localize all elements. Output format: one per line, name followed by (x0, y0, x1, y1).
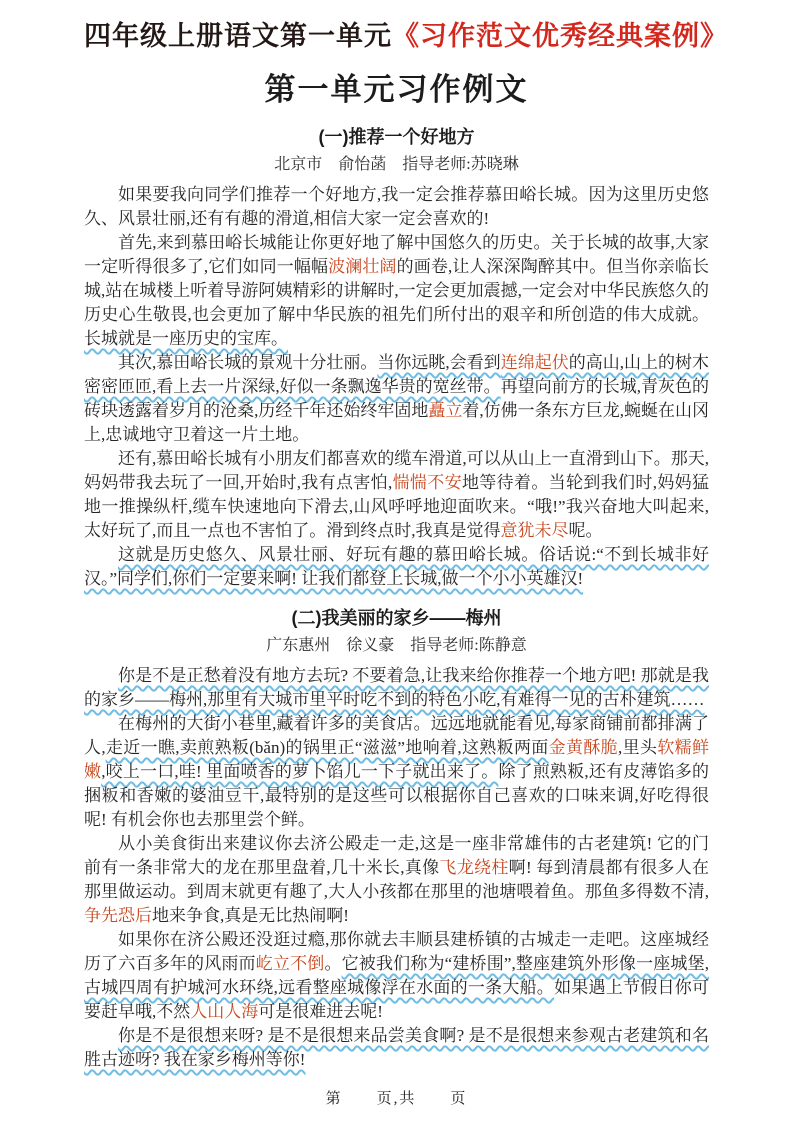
text-run: 在梅州的大街小巷里,藏着许多的美食店。远远地就能看见,每家商铺前都排满了人, (84, 714, 709, 757)
essay-paragraph (84, 447, 709, 543)
essay-paragraph (84, 832, 709, 928)
text-run: 软糯鲜嫩 (84, 738, 709, 781)
main-heading: 第一单元习作例文 (264, 72, 529, 107)
essay-title: (二)我美丽的家乡——梅州 (291, 608, 502, 628)
essay-byline: 北京市 俞怡菡 指导老师:苏晓琳 (274, 156, 519, 173)
text-run: 如果遇上节假日你可要赶早哦,不然 (84, 978, 710, 1021)
doc-title-black: 四年级上册语文第一单元 (84, 21, 392, 51)
text-run: 地来争食,真是无比热闹啊! (152, 906, 349, 925)
text-run: ,里头 (618, 738, 658, 757)
text-run: 这就是历史悠久、风景壮丽、好玩有趣的慕田峪长城。俗话说:“不到长城非好汉。”同学们,你们一定要来啊! 让我们都登上长城,做一个小小英雄汉! (84, 545, 709, 588)
text-run: 还有,慕田峪长城有小朋友们都喜欢的缆车滑道,可以从山上一直滑到山下。那天,妈妈带我去玩了一回,开始时,我有点害怕, (84, 449, 709, 492)
text-run: 着,仿佛一条东方巨龙,蜿蜒在山冈上,忠诚地守卫着这一片土地。 (84, 401, 710, 444)
essay-paragraph (84, 712, 709, 832)
text-run: 飞龙绕柱 (439, 858, 509, 877)
text-run: 的高山,山上的树木密密匝匝,看上去一片深绿,好似一条飘逸华贵的宽丝带。 (84, 353, 710, 396)
text-run: 的画卷,让人深深陶醉其中。但当你亲临长城,站在城楼上听着导游阿姨精彩的讲解时,一定会更加震撼,一定会对中华民族悠久的历史心生敬畏,也会更加了解中华民族的祖先们所付出的艰辛和所创造的伟大成就。 (84, 257, 710, 324)
essay-paragraph (84, 231, 709, 351)
text-run: 连绵起伏 (500, 353, 569, 372)
text-run: 地等待着。当轮到我们时,妈妈猛地一推操纵杆,缆车快速地向下滑去,山风呼呼地迎面吹来。“哦!”我兴奋地大叫起来,太好玩了,而且一点也不害怕了。滑到终点时,我真是觉得 (84, 473, 710, 540)
text-run: 其次,慕田峪长城的景观十分壮丽。 (118, 353, 378, 372)
text-run: 意犹未尽 (500, 521, 569, 540)
text-run: 争先恐后 (84, 906, 152, 925)
text-run: 如果你在济公殿还没逛过瘾,那你就去丰顺县建桥镇的古城走一走吧。这座城经历了六百多年的风雨而 (84, 930, 709, 973)
text-run: 长城就是一座历史的宝库。 (84, 329, 288, 348)
text-run: 啊! 每到清晨都有很多人在那里做运动。到周末就更有趣了,大人小孩都在那里的池塘喂着鱼。那鱼多得数不清, (84, 858, 710, 901)
essay-body (84, 664, 709, 1072)
essay-paragraph (84, 351, 709, 447)
essay-paragraph (84, 1024, 709, 1072)
text-run: 。 (324, 954, 342, 973)
text-run: 你是不是正愁着没有地方去玩? 不要着急,让我来给你推荐一个地方吧! 那就是我的家乡——梅州,那里有大城市里平时吃不到的特色小吃,有难得一见的古朴建筑…… (84, 666, 709, 709)
doc-title-red: 《习作范文优秀经典案例》 (392, 21, 728, 51)
text-run: 从小美食街出来建议你去济公殿走一走,这是一座非常雄伟的古老建筑! 它的门前有一条非常大的龙在那里盘着,几十米长,真像 (84, 834, 709, 877)
text-run: 惴惴不安 (392, 473, 462, 492)
text-run: 再望向前方的长城,青灰色的砖块透露着岁月的沧桑,历经千年还始终牢固地 (84, 377, 710, 420)
essays-container (84, 126, 709, 1072)
essay-section (84, 607, 709, 1072)
text-run: 你是不是很想来呀? 是不是很想来品尝美食啊? 是不是很想来参观古老建筑和名胜古迹呀? 我在家乡梅州等你! (84, 1026, 709, 1069)
essay-title: (一)推荐一个好地方 (318, 127, 475, 147)
text-run: 呢。 (568, 521, 603, 540)
text-run: 可是很难进去呢! (258, 1002, 383, 1021)
text-run: 矗立 (428, 401, 463, 420)
essay-byline: 广东惠州 徐义豪 指导老师:陈静意 (266, 637, 527, 654)
essay-paragraph (84, 543, 709, 591)
text-run: 金黄酥脆 (548, 738, 619, 757)
page-footer: 第 页,共 页 (325, 1091, 468, 1107)
doc-title (84, 18, 728, 54)
text-run: 波澜壮阔 (328, 257, 397, 276)
text-run: 它被我们称为“建桥围”,整座建筑外形像一座城堡,古城四周有护城河水环绕,远看整座城像浮在水面的一条大船。 (84, 954, 710, 997)
text-run: ,咬上一口,哇! 里面喷香的萝卜馅儿一下子就出来了。 (101, 762, 499, 781)
text-run: 如果要我向同学们推荐一个好地方,我一定会推荐慕田峪长城。因为这里历史悠久、风景壮丽,还有有趣的滑道,相信大家一定会喜欢的! (84, 185, 709, 228)
essay-paragraph (84, 183, 709, 231)
text-run: 人山人海 (190, 1002, 259, 1021)
essay-section (84, 126, 709, 591)
text-run: 走近一瞧,卖煎熟粄(bǎn)的锅里正“滋滋”地响着,这熟粄两面 (105, 738, 549, 757)
essay-paragraph (84, 664, 709, 712)
text-run: 除了煎熟粄,还有皮薄馅多的捆粄和香嫩的婆油豆干,最特别的是这些可以根据你自己喜欢的口味来调,好吃得很呢! 有机会你也去那里尝个鲜。 (84, 762, 710, 829)
text-run: 屹立不倒 (255, 954, 325, 973)
text-run: 当你远眺,会看到 (377, 353, 501, 372)
essay-paragraph (84, 928, 709, 1024)
essay-body (84, 183, 709, 591)
text-run: 首先,来到慕田峪长城能让你更好地了解中国悠久的历史。关于长城的故事,大家一定听得很多了,它们如同一幅幅 (84, 233, 709, 276)
